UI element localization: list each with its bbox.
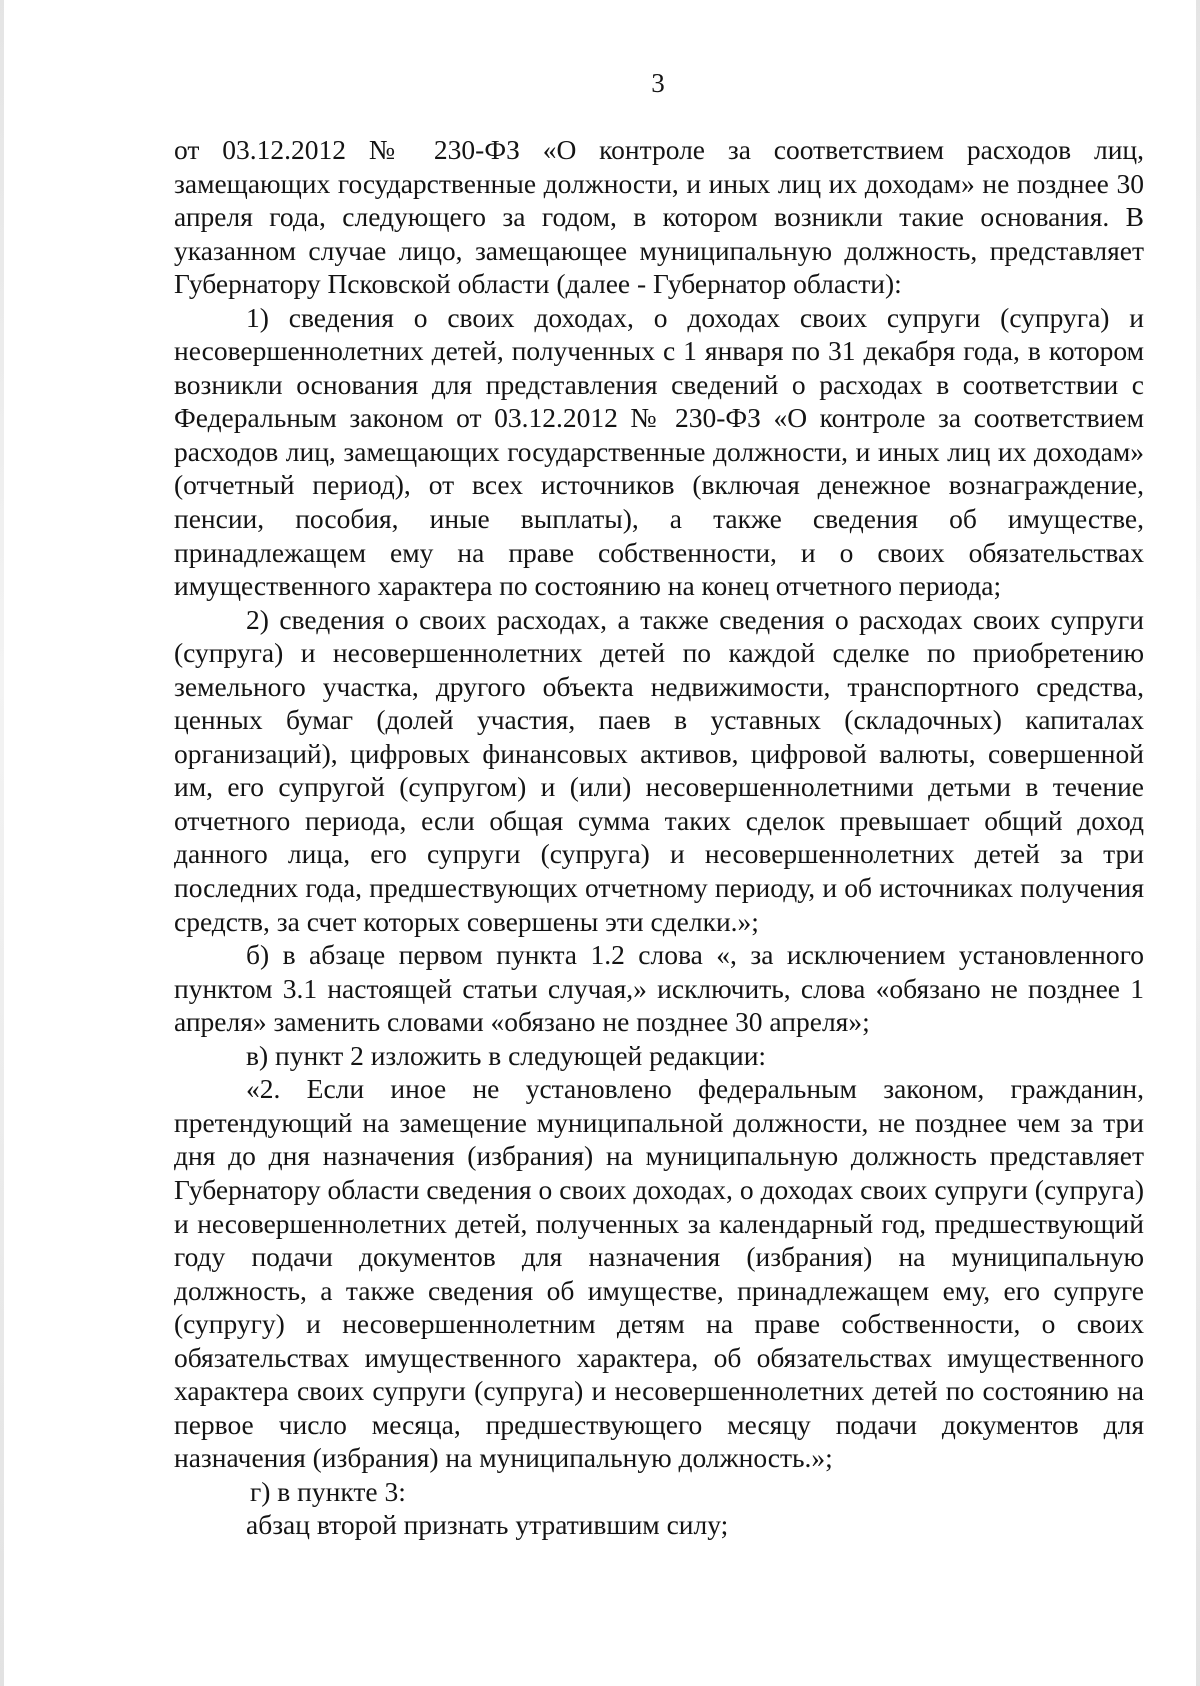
paragraph-law-reference: от 03.12.2012 № 230-ФЗ «О контроле за соответствием расходов лиц, замещающих государственные должности, и иных лиц их доходам» не позднее 30 апреля года, следующего за годом, в котором возникли такие основания. В указанном случае лицо, замещающее муниципальную должность, представляет Губернатору Псковской области (далее - Губернатор области): xyxy=(174,134,1144,300)
scan-edge-right xyxy=(1196,0,1200,1686)
paragraph-clause-2: «2. Если иное не установлено федеральным законом, гражданин, претендующий на замещение муниципальной должности, не позднее чем за три дня до дня назначения (избрания) на муниципальную должность представляет Губернатору области сведения о своих доходах, о доходах своих супруги (супруга) и несовершеннолетних детей, полученных за календарный год, предшествующий году подачи документов для назначения (избрания) на муниципальную должность, а также сведения об имуществе, принадлежащем ему, его супруге (супругу) и несовершеннолетним детям на праве собственности, о своих обязательствах имущественного характера, об обязательствах имущественного характера своих супруги (супруга) и несовершеннолетних детей по состоянию на первое число месяца, предшествующего месяцу подачи документов для назначения (избрания) на муниципальную должность.»; xyxy=(174,1073,1144,1474)
page-number: 3 xyxy=(651,68,665,98)
paragraph-repeal-abzac: абзац второй признать утратившим силу; xyxy=(246,1509,729,1541)
paragraph-item-2-expenses: 2) сведения о своих расходах, а также сведения о расходах своих супруги (супруга) и несовершеннолетних детей по каждой сделке по приобретению земельного участка, другого объекта недвижимости, транспортного средства, ценных бумаг (долей участия, паев в уставных (складочных) капиталах организаций), цифровых финансовых активов, цифровой валюты, совершенной им, его супругой (супругом) и (или) несовершеннолетними детьми в течение отчетного периода, если общая сумма таких сделок превышает общий доход данного лица, его супруги (супруга) и несовершеннолетних детей за три последних года, предшествующих отчетному периоду, и об источниках получения средств, за счет которых совершены эти сделки.»; xyxy=(174,603,1144,937)
paragraph-subitem-b: б) в абзаце первом пункта 1.2 слова «, за исключением установленного пунктом 3.1 настоящей статьи случая,» исключить, слова «обязано не позднее 1 апреля» заменить словами «обязано не позднее 30 апреля»; xyxy=(174,939,1144,1038)
scan-edge-left xyxy=(0,0,4,1686)
paragraph-item-1-income: 1) сведения о своих доходах, о доходах своих супруги (супруга) и несовершеннолетних детей, полученных с 1 января по 31 декабря года, в котором возникли основания для представления сведений о расходах в соответствии с Федеральным законом от 03.12.2012 № 230-ФЗ «О контроле за соответствием расходов лиц, замещающих государственные должности, и иных лиц их доходам» (отчетный период), от всех источников (включая денежное вознаграждение, пенсии, пособия, иные выплаты), а также сведения об имуществе, принадлежащем ему на праве собственности, и о своих обязательствах имущественного характера по состоянию на конец отчетного периода; xyxy=(174,301,1144,602)
document-body xyxy=(174,133,1144,1542)
paragraph-subitem-v: в) пункт 2 изложить в следующей редакции: xyxy=(246,1039,767,1071)
paragraph-subitem-g: г) в пункте 3: xyxy=(250,1475,406,1507)
